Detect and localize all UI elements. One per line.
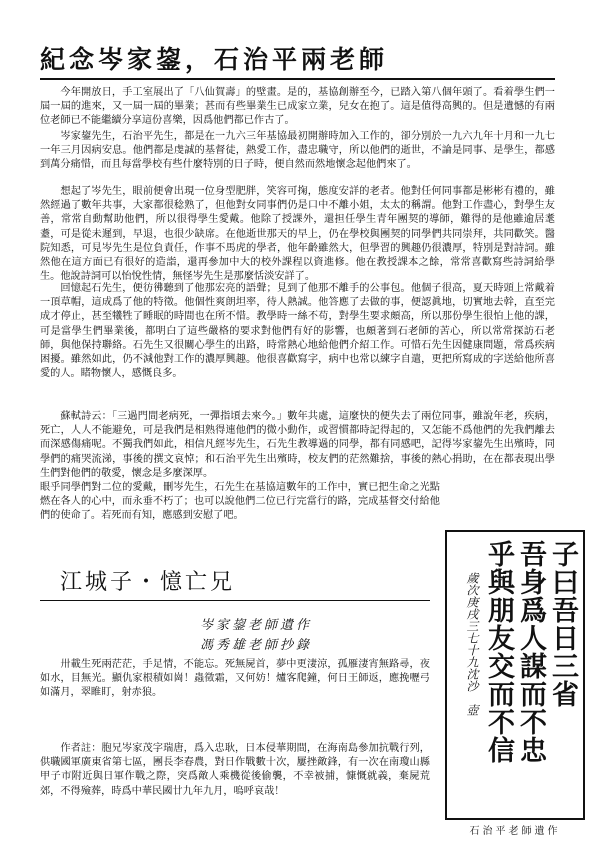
calligraphy-date: 歲次庚戌三七十九沈沙 壺: [465, 572, 479, 716]
calligraphy-column: 乎與朋友交而不信: [483, 540, 514, 764]
poem-transcriber: 馮秀雄老師抄錄: [200, 638, 313, 653]
calligraphy-panel: [445, 530, 585, 820]
calligraphy-caption: 石治平老師遺作: [469, 826, 561, 837]
paragraph: 今年開放日，手工室展出了「八仙賀壽」的壁畫。是的，基協創辦至今，已踏入第八個年頭了。看着學生們一屆一屆的進來，又一屆一屆的畢業；甚而有些畢業生已成家立業，兒女在抱了。這是值得高興的。但是遺憾的有兩位老師已不能繼續分享這份喜樂，因爲他們都已作古了。: [40, 87, 555, 127]
paragraph: 蘇軾詩云：「三過門間老病死，一彈指頃去來今。」數年共處，這麼快的便失去了兩位同事，雖說年老，疾病，死亡，人人不能避免，可是我們是相熟得連他們的微小動作，或習慣都時記得起的，又怎能不爲他們的先我們離去而深感傷痛呢。不獨我們如此，相信凡經岑先生，石先生教導過的同學，都有同感吧，記得岑家鋆先生出殯時，同學們的痛哭流涕，事後的撰文哀悼；和石治平先生出殯時，校友們的茫然難捨，事後的熱心捐助，在在都表現出學生們對他們的敬愛，懷念是多麼深厚。: [40, 411, 555, 479]
paragraph: 想起了岑先生，眼前便會出現一位身型肥胖，笑容可掬，態度安詳的老者。他對任何同事都是彬彬有禮的，雖然經過了數年共事，大家都很稔熟了，但他對女同事們仍是口中不離小姐，太太的稱謂。他對工作盡心，對學生友善，常常自動幫助他們，所以很得學生愛戴。他除了授課外，還担任學生青年團契的導師，難得的是他雖逾居耄耋，可是從未遲到，早退，也很少缺席。在他逝世那天的早上，仍在學校與團契的同學們共同崇拜，共同歡笑。醫院知悉，可見岑先生是位負責任，作事不馬虎的學者，他年齡雖然大，但學習的興趣仍很濃厚，特別是對詩詞。雖然他在這方面已有很好的造詣，還再參加中大的校外課程以資進修。他在教授課本之餘，常常喜歡寫些詩詞給學生。他說詩詞可以怡悅性情，無怪岑先生是那麼恬淡安詳了。: [40, 186, 555, 283]
poem-author: 岑家鋆老師遺作: [200, 618, 313, 633]
paragraph: 眼乎同學們對二位的愛戴，刪岑先生，石先生在基協這數年的工作中，實已把生命之光點燃在各人的心中，而永垂不朽了；也可以說他們二位已行完當行的路，完成基督交付給他們的使命了。若死而有知，應感到安慰了吧。: [40, 482, 440, 522]
calligraphy-column: 子曰吾日三省: [547, 540, 578, 708]
paragraph: 岑家鋆先生，石治平先生，都是在一九六三年基協最初開辦時加入工作的，卻分別於一九六九年十月和一九七一年三月因病安息。他們都是虔誠的基督徒，熱愛工作，盡忠職守，所以他們的逝世，不論是同事、是學生，都感到萬分痛惜，而且每當學校有些什麼特別的日子時，便自然而然地懷念起他們來了。: [40, 131, 555, 171]
paragraph: 回憶起石先生，便彷彿聽到了他那宏亮的語聲；見到了他那不離手的公事包。他個子很高，夏天時頭上常戴着一頂草帽，這成爲了他的特徵。他個性爽朗坦率，待人熱誠。他答應了去做的事，便認眞地，切實地去幹，直至完成才停止，甚至犧牲了睡眠的時間也在所不惜。教學時一絲不苟，對學生要求頗高，所以那份學生很怕上他的課，可是當學生們畢業後，都明白了這些嚴格的要求對他們有好的影響，也頗著到石老師的苦心，所以常常探訪石老師，與他保持聯絡。石先生又很關心學生的出路，時常熱心地給他們介紹工作。可惜石先生因健康問題，常爲疾病困擾。雖然如此，仍不減他對工作的濃厚興趣。他很喜歡寫字，病中也常以練字自遣，更把所寫成的字送給他所喜愛的人。睹物懷人，感慨良多。: [40, 283, 555, 380]
title-rule: [40, 78, 555, 80]
poem-title: 江城子・憶亡兄: [60, 570, 236, 595]
poem-note: 作者註：胞兄岑家茂字瑞唐，爲入忠耿，日本侵華期間，在海南島參加抗戰行列，供職國軍廣東省第七區，團長李春農，對日作戰數十次，屢挫敵鋒，有一次在南瓊山縣甲子市附近與日軍作戰之際，突爲敵人乘機從後偷襲，不幸被捕，慷慨就義，棄屍荒郊，不得殮葬，時爲中華民國廿九年九月，嗚呼哀哉！: [40, 743, 430, 797]
calligraphy-column: 吾身爲人謀而不忠: [515, 540, 546, 764]
poem-rule: [40, 600, 430, 601]
poem-text: 卅載生死兩茫茫，手足情，不能忘。死無屍首，夢中更淒涼，孤雁淒宵無路尋，夜如水，目無光。顯仇家根積如崗！蟲徵霜，又何妨！爐客爬鐘，何日王師返，應挽嚦弓如滿月，翠睢盯，射赤狼。: [40, 659, 430, 699]
article-title: 紀念岑家鋆，石治平兩老師: [40, 45, 389, 74]
